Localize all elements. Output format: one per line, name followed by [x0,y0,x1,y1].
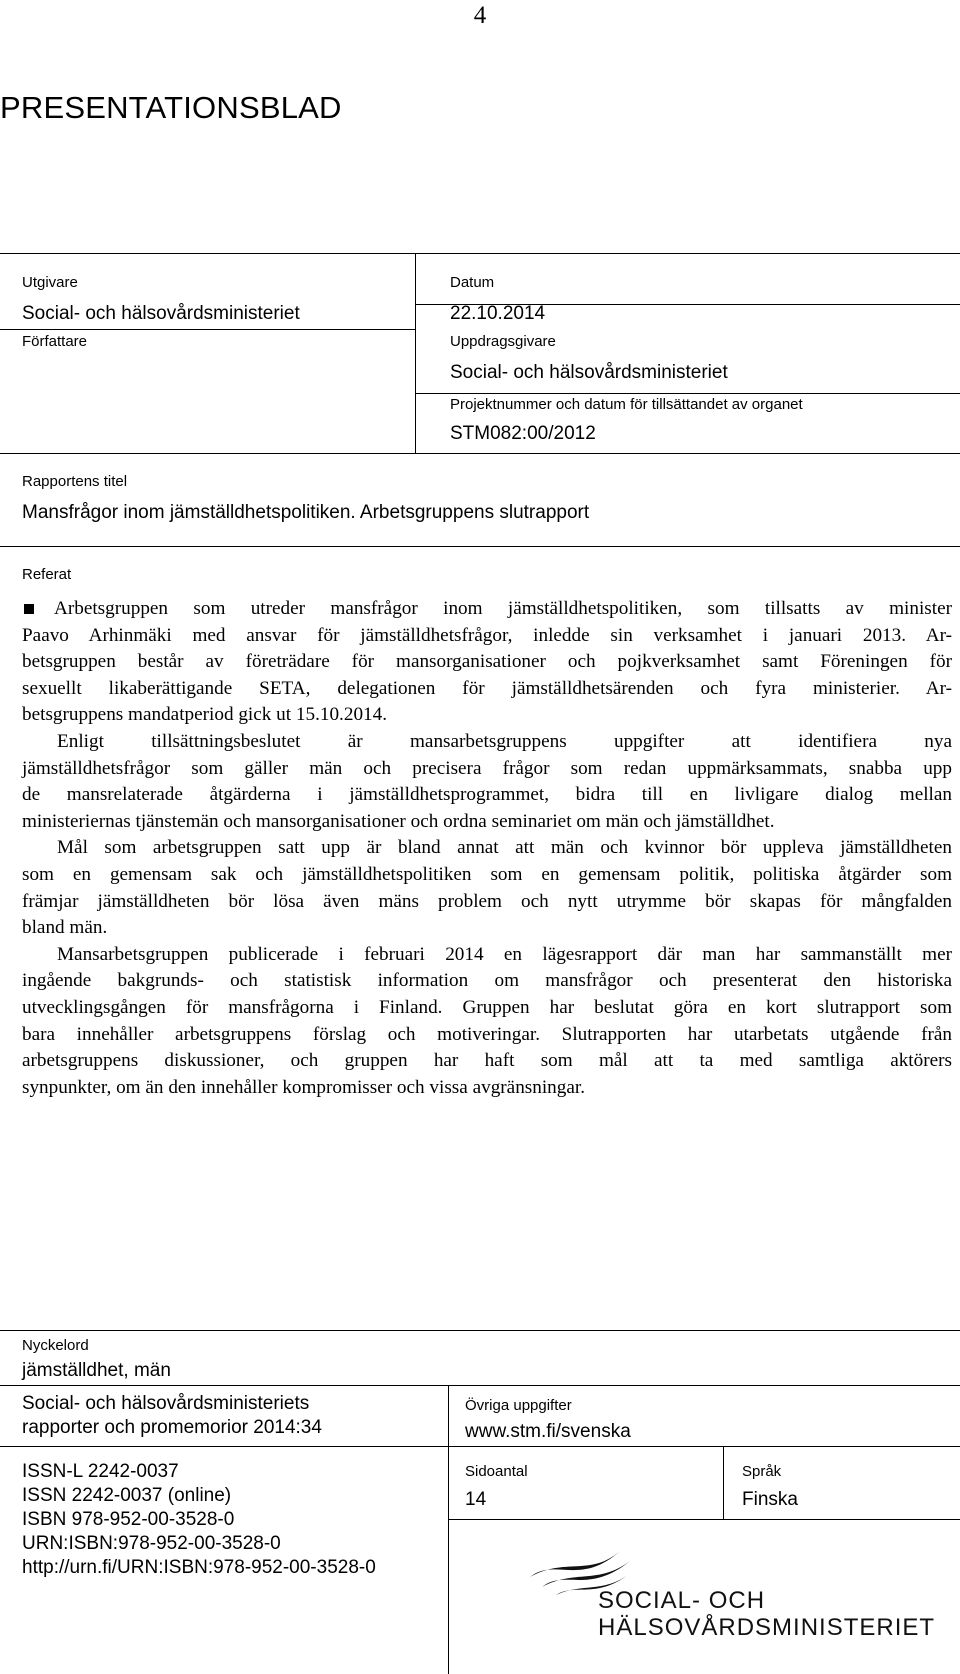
referat-line: betsgruppen består av företrädare för mansorganisationer och pojkverksamhet samt Föreningen för [22,651,952,673]
sprak-value: Finska [742,1489,798,1510]
referat-line: Paavo Arhinmäki med ansvar för jämställdhetsfrågor, inledde sin verksamhet i januari 2013. Ar- [22,624,952,646]
header-row-divider [0,329,415,330]
sprak-label: Språk [742,1463,782,1480]
referat-line: arbetsgruppens diskussioner, och gruppen har haft som mål att ta med samtliga aktörers [22,1050,952,1072]
referat-line: främjar jämställdheten bör lösa även mäns problem och nytt utrymme bör skapas för mångfalden [22,890,952,912]
referat-line: utvecklingsgången för mansfrågorna i Finland. Gruppen har beslutat göra en kort slutrapport som [22,996,952,1018]
ovriga-label: Övriga uppgifter [465,1397,572,1414]
sidoantal-bottom-rule [448,1519,960,1520]
referat-body [22,596,952,1101]
forfattare-label: Författare [22,333,88,350]
isbn: ISBN 978-952-00-3528-0 [22,1509,235,1530]
referat-top-rule [0,546,960,547]
sidoantal-label: Sidoantal [465,1463,528,1480]
referat-line: Mansarbetsgruppen publicerade i februari 2014 en lägesrapport där man har sammanställt mer [57,943,952,965]
referat-line: Mål som arbetsgruppen satt upp är bland annat att män och kvinnor bör uppleva jämställdheten [57,837,952,859]
referat-line: Enligt tillsättningsbeslutet är mansarbetsgruppens uppgifter att identifiera nya [57,730,952,752]
datum-label: Datum [450,274,495,291]
ovriga-value: www.stm.fi/svenska [465,1421,631,1442]
nyckelord-value: jämställdhet, män [22,1360,171,1381]
serie-line2: rapporter och promemorior 2014:34 [22,1417,322,1438]
referat-line: betsgruppens mandatperiod gick ut 15.10.2014. [22,704,388,726]
referat-line: som en gemensam sak och jämställdhetspolitiken som en gemensam politik, politiska åtgärder som [22,863,952,885]
sidoantal-sprak-divider [723,1446,724,1519]
uppdragsgivare-label: Uppdragsgivare [450,333,556,350]
datum-value: 22.10.2014 [450,303,546,324]
uppdragsgivare-rule [415,393,960,394]
referat-line: bara innehåller arbetsgruppens förslag och motiveringar. Slutrapporten har utarbetats utgående från [22,1023,952,1045]
referat-line: sexuellt likaberättigande SETA, delegationen för jämställdhetsärenden och fyra ministerier. Ar- [22,677,952,699]
urn-link[interactable]: http://urn.fi/URN:ISBN:978-952-00-3528-0 [22,1557,376,1578]
referat-line: bland män. [22,917,108,939]
referat-line: jämställdhetsfrågor som gäller män och precisera frågor som redan uppmärksammats, snabba upp [22,757,952,779]
bottom-column-divider [448,1385,449,1674]
referat-line: ingående bakgrunds- och statistisk information om mansfrågor och presenterat den historiska [22,970,952,992]
rapportens-titel-value: Mansfrågor inom jämställdhetspolitiken. Arbetsgruppens slutrapport [22,502,590,523]
serie-line1: Social- och hälsovårdsministeriets [22,1393,310,1414]
bullet-icon [24,604,34,614]
referat-line: Arbetsgruppen som utreder mansfrågor inom jämställdhetspolitiken, som tillsatts av minister [22,596,952,623]
referat-label: Referat [22,566,72,583]
projektnummer-label: Projektnummer och datum för tillsättandet av organet [450,396,803,413]
sidoantal-value: 14 [465,1489,487,1510]
utgivare-value: Social- och hälsovårdsministeriet [22,303,300,324]
referat-line: de mansrelaterade åtgärderna i jämställdhetsprogrammet, bidra till en livligare dialog mellan [22,784,952,806]
issn-online: ISSN 2242-0037 (online) [22,1485,232,1506]
issn-l: ISSN-L 2242-0037 [22,1461,179,1482]
referat-line: synpunkter, om än den innehåller kompromisser och vissa avgränsningar. [22,1076,586,1098]
rapportens-titel-label: Rapportens titel [22,473,128,490]
utgivare-label: Utgivare [22,274,78,291]
projektnummer-value: STM082:00/2012 [450,423,596,444]
page-title: PRESENTATIONSBLAD [0,90,342,125]
header-top-rule [0,253,960,254]
referat-line: ministeriernas tjänstemän och mansorganisationer och ordna seminariet om män och jämställdhet. [22,810,775,832]
logo-line2: HÄLSOVÅRDSMINISTERIET [598,1614,936,1641]
header-column-divider [415,253,416,453]
urn-isbn: URN:ISBN:978-952-00-3528-0 [22,1533,281,1554]
nyckelord-bottom-rule [0,1385,960,1386]
nyckelord-label: Nyckelord [22,1337,89,1354]
logo-line1: SOCIAL- OCH [598,1587,766,1614]
nyckelord-top-rule [0,1330,960,1331]
title-top-rule [0,453,960,454]
serie-bottom-rule [0,1446,960,1447]
uppdragsgivare-value: Social- och hälsovårdsministeriet [450,362,728,383]
page-number: 4 [473,2,487,29]
